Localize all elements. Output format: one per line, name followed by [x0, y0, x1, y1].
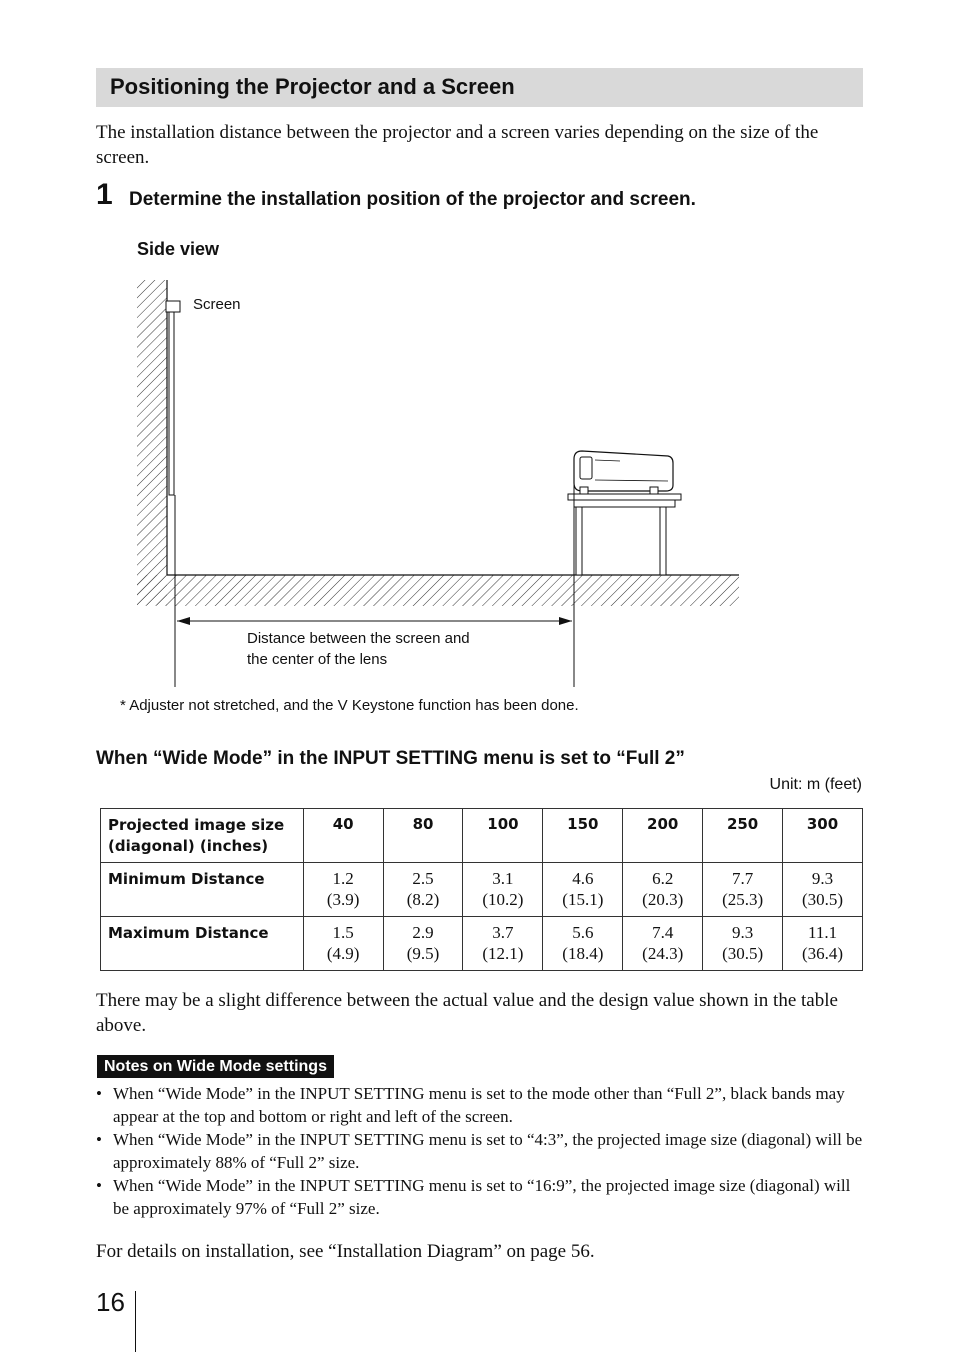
table-cell: 1.5 (4.9): [303, 917, 383, 971]
screen-case: [166, 301, 180, 312]
list-item: [96, 1174, 866, 1220]
projector-lens: [580, 457, 592, 479]
arrowhead-left: [177, 617, 190, 625]
table-cell: 3.7 (12.1): [463, 917, 543, 971]
accuracy-note: There may be a slight difference between the actual value and the design value shown in the table above.: [96, 990, 838, 1036]
notes-list: [96, 1082, 866, 1220]
table-cell: 5.6 (18.4): [543, 917, 623, 971]
page-divider: [135, 1291, 136, 1352]
floor-hatch: [137, 575, 739, 606]
notes-label: Notes on Wide Mode settings: [97, 1055, 334, 1078]
table-cell: 11.1 (36.4): [783, 917, 863, 971]
section-header-bar: [96, 68, 863, 107]
screen-label: Screen: [193, 296, 241, 313]
section-title: Positioning the Projector and a Screen: [110, 74, 515, 99]
bullet: •: [96, 1084, 102, 1103]
size-header: 250: [703, 809, 783, 863]
table-cell: 7.4 (24.3): [623, 917, 703, 971]
table-header-row: [101, 809, 863, 863]
distance-label-line2: the center of the lens: [247, 651, 388, 668]
table-cell: 7.7 (25.3): [703, 863, 783, 917]
wall-hatch: [137, 280, 167, 605]
table-apron: [574, 500, 675, 507]
step-instruction: Determine the installation position of the projector and screen.: [129, 189, 696, 210]
screen-surface: [169, 312, 174, 495]
table-cell: 9.3 (30.5): [783, 863, 863, 917]
table-top: [568, 494, 681, 500]
distance-label-line1: Distance between the screen and: [247, 630, 470, 647]
footnote-mark: *: [120, 697, 126, 714]
table-row: [101, 863, 863, 917]
projector-foot-rear: [650, 487, 658, 494]
table-row: [101, 917, 863, 971]
table-cell: 4.6 (15.1): [543, 863, 623, 917]
list-item: [96, 1128, 866, 1174]
distance-table: [100, 808, 863, 971]
header-label-cell: [101, 809, 304, 863]
page-number: 16: [96, 1287, 125, 1317]
diagram-footnote: [120, 697, 579, 714]
table-leg-left: [576, 507, 582, 575]
row-label-minimum: Minimum Distance: [101, 863, 304, 917]
size-header: 150: [543, 809, 623, 863]
header-label-line1: Projected image size: [108, 816, 285, 834]
list-item: [96, 1082, 866, 1128]
details-reference: For details on installation, see “Installation Diagram” on page 56.: [96, 1241, 595, 1262]
table-cell: 9.3 (30.5): [703, 917, 783, 971]
bullet: •: [96, 1176, 102, 1195]
diagram-title: Side view: [137, 239, 220, 259]
table-cell: 3.1 (10.2): [463, 863, 543, 917]
note-text: When “Wide Mode” in the INPUT SETTING menu is set to “4:3”, the projected image size (diagonal) will be approximately 88% of “Full 2” size.: [113, 1130, 863, 1172]
table-cell: 2.9 (9.5): [383, 917, 463, 971]
note-text: When “Wide Mode” in the INPUT SETTING menu is set to “16:9”, the projected image size (diagonal) will be approximately 97% of “Full 2” size.: [113, 1176, 851, 1218]
table-cell: 2.5 (8.2): [383, 863, 463, 917]
table-unit: Unit: m (feet): [769, 776, 862, 793]
side-view-diagram: [120, 275, 760, 695]
table-leg-right: [660, 507, 666, 575]
size-header: 100: [463, 809, 543, 863]
projector-foot-front: [580, 487, 588, 494]
size-header: 80: [383, 809, 463, 863]
table-cell: 1.2 (3.9): [303, 863, 383, 917]
table-cell: 6.2 (20.3): [623, 863, 703, 917]
arrowhead-right: [559, 617, 572, 625]
footnote-text: Adjuster not stretched, and the V Keystone function has been done.: [129, 697, 579, 714]
row-label-maximum: Maximum Distance: [101, 917, 304, 971]
table-heading: When “Wide Mode” in the INPUT SETTING menu is set to “Full 2”: [96, 748, 685, 769]
header-label-line2: (diagonal) (inches): [108, 837, 269, 855]
size-header: 200: [623, 809, 703, 863]
note-text: When “Wide Mode” in the INPUT SETTING menu is set to the mode other than “Full 2”, black bands may appear at the top and bottom or right and left of the screen.: [113, 1084, 845, 1126]
bullet: •: [96, 1130, 102, 1149]
size-header: 40: [303, 809, 383, 863]
size-header: 300: [783, 809, 863, 863]
intro-paragraph: The installation distance between the projector and a screen varies depending on the size of the screen.: [96, 122, 819, 168]
step-number: 1: [96, 178, 113, 211]
